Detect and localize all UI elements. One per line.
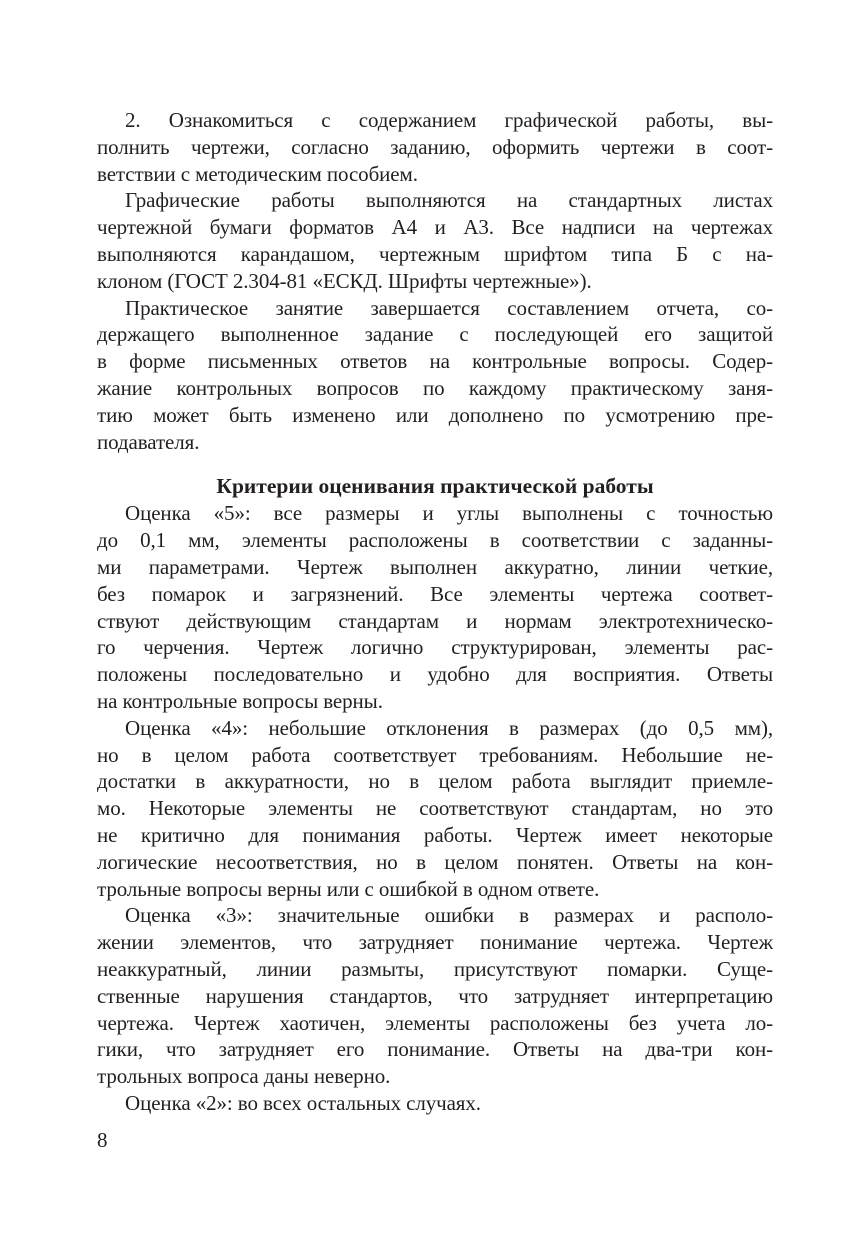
text-line: Оценка «3»: значительные ошибки в размерах и располо- xyxy=(125,903,773,928)
text-line: на контрольные вопросы верны. xyxy=(97,688,383,713)
text-line: жении элементов, что затрудняет понимание чертежа. Чертеж xyxy=(97,930,773,955)
text-line: клоном (ГОСТ 2.304-81 «ЕСКД. Шрифты чертежные»). xyxy=(97,268,592,293)
text-line: подавателя. xyxy=(97,429,200,454)
intro-section xyxy=(97,107,773,455)
text-line: ственные нарушения стандартов, что затрудняет интерпретацию xyxy=(97,983,773,1008)
paragraph xyxy=(97,715,773,903)
paragraph xyxy=(97,1090,773,1117)
criteria-section xyxy=(97,500,773,1116)
text-line: Оценка «5»: все размеры и углы выполнены с точностью xyxy=(125,501,773,526)
text-line: Графические работы выполняются на стандартных листах xyxy=(125,188,773,213)
text-line: не критично для понимания работы. Чертеж имеет некоторые xyxy=(97,822,773,847)
text-line: держащего выполненное задание с последующей его защитой xyxy=(97,322,773,347)
paragraph xyxy=(97,902,773,1090)
text-line: чертежной бумаги форматов А4 и А3. Все надписи на чертежах xyxy=(97,215,773,240)
text-line: Оценка «2»: во всех остальных случаях. xyxy=(125,1090,481,1115)
text-line: жание контрольных вопросов по каждому практическому заня- xyxy=(97,375,773,400)
page-body xyxy=(97,107,773,1117)
text-line: Оценка «4»: небольшие отклонения в размерах (до 0,5 мм), xyxy=(125,715,773,740)
text-line: ствуют действующим стандартам и нормам электротехническо- xyxy=(97,608,773,633)
text-line: 2. Ознакомиться с содержанием графической работы, вы- xyxy=(125,108,773,132)
text-line: без помарок и загрязнений. Все элементы чертежа соответ- xyxy=(97,581,773,606)
text-line: выполняются карандашом, чертежным шрифтом типа Б с на- xyxy=(97,241,773,266)
page-number: 8 xyxy=(97,1128,108,1152)
text-line: полнить чертежи, согласно заданию, оформить чертежи в соот- xyxy=(97,134,773,159)
text-line: достатки в аккуратности, но в целом работа выглядит приемле- xyxy=(97,769,773,794)
text-line: в форме письменных ответов на контрольные вопросы. Содер- xyxy=(97,349,773,374)
text-line: ми параметрами. Чертеж выполнен аккуратно, линии четкие, xyxy=(97,554,773,579)
text-line: мо. Некоторые элементы не соответствуют стандартам, но это xyxy=(97,796,773,821)
paragraph xyxy=(97,107,773,187)
paragraph xyxy=(97,187,773,294)
text-line: неаккуратный, линии размыты, присутствуют помарки. Суще- xyxy=(97,956,773,981)
text-line: логические несоответствия, но в целом понятен. Ответы на кон- xyxy=(97,849,773,874)
text-line: го черчения. Чертеж логично структурирован, элементы рас- xyxy=(97,635,773,660)
paragraph xyxy=(97,500,773,714)
text-line: ветствии с методическим пособием. xyxy=(97,161,418,186)
section-heading: Критерии оценивания практической работы xyxy=(216,474,654,499)
text-line: тию может быть изменено или дополнено по усмотрению пре- xyxy=(97,402,773,427)
text-line: положены последовательно и удобно для восприятия. Ответы xyxy=(97,662,773,687)
text-line: но в целом работа соответствует требованиям. Небольшие не- xyxy=(97,742,773,767)
text-line: до 0,1 мм, элементы расположены в соответствии с заданны- xyxy=(97,528,773,553)
text-line: чертежа. Чертеж хаотичен, элементы расположены без учета ло- xyxy=(97,1010,773,1035)
text-line: Практическое занятие завершается составлением отчета, со- xyxy=(125,295,773,320)
text-line: трольных вопроса даны неверно. xyxy=(97,1064,391,1089)
text-line: гики, что затрудняет его понимание. Ответы на два-три кон- xyxy=(97,1037,773,1062)
text-line: трольные вопросы верны или с ошибкой в одном ответе. xyxy=(97,876,600,901)
paragraph xyxy=(97,295,773,456)
